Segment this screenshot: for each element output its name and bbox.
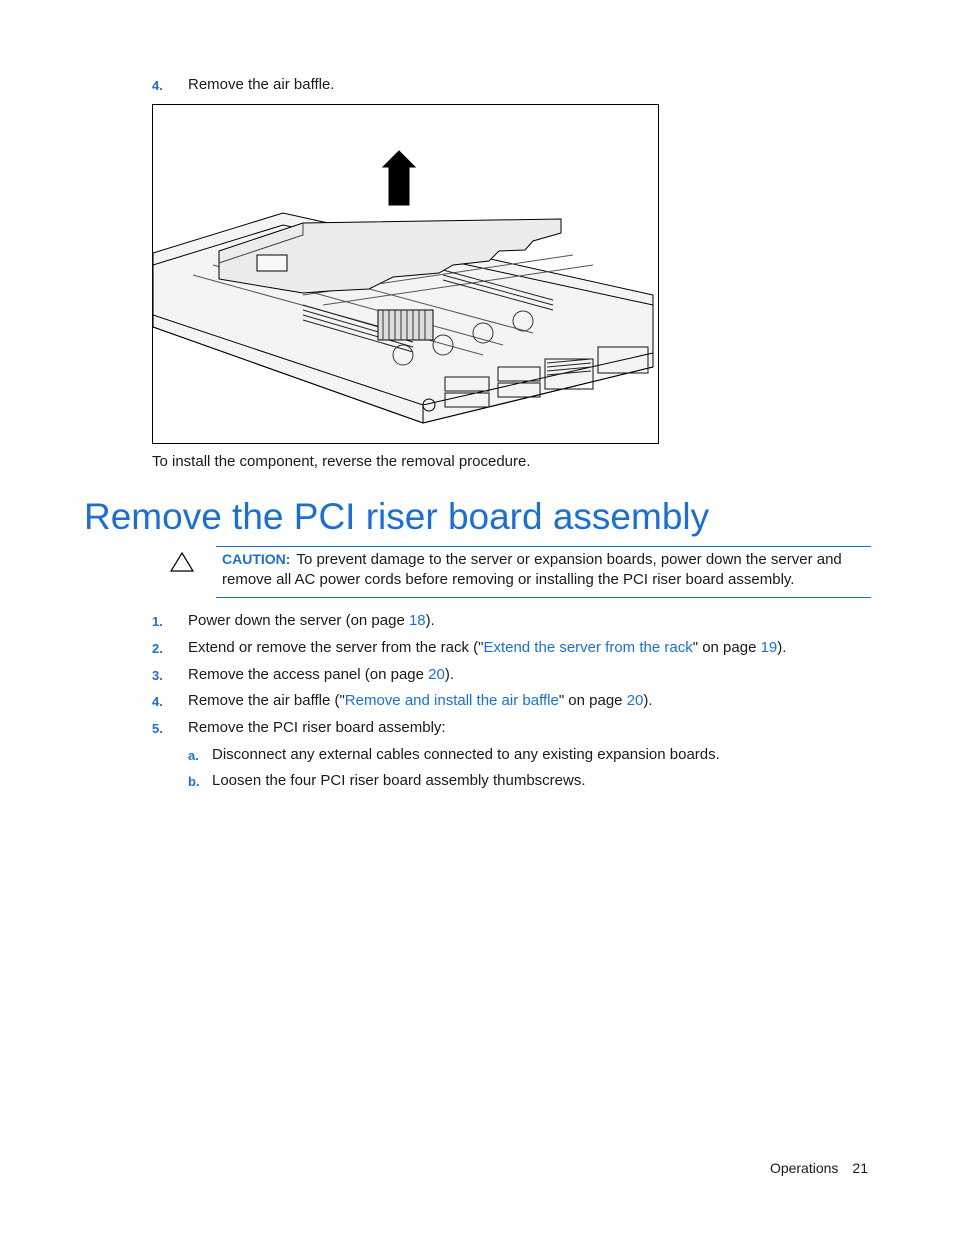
footer-section: Operations — [769, 1160, 839, 1176]
substep-text: Disconnect any external cables connected to any existing expansion boards. — [212, 746, 720, 763]
step-text: Remove the air baffle. — [188, 76, 335, 93]
section-title: Remove the PCI riser board assembly — [84, 496, 710, 537]
page-number: 21 — [852, 1160, 868, 1176]
page-link[interactable]: 18 — [408, 612, 426, 629]
step-number: 1. — [152, 614, 163, 629]
step-number: 5. — [152, 721, 163, 736]
page-link[interactable]: 19 — [760, 639, 778, 656]
reinstall-note: To install the component, reverse the removal procedure. — [152, 453, 531, 470]
air-baffle-removal-figure — [152, 104, 659, 444]
step-number: 4. — [152, 78, 163, 93]
cross-reference-link[interactable]: Extend the server from the rack — [483, 639, 693, 656]
step-text: Remove the air baffle ("Remove and install the air baffle" on page 20). — [188, 692, 653, 709]
substep-letter: b. — [188, 774, 200, 789]
step-number: 4. — [152, 694, 163, 709]
substep-letter: a. — [188, 748, 199, 763]
step-text: Remove the PCI riser board assembly: — [188, 719, 446, 736]
caution-label: CAUTION: — [222, 551, 291, 567]
caution-body: To prevent damage to the server or expansion boards, power down the server and remove all AC power cords before removing or installing the PCI riser board assembly. — [222, 551, 842, 588]
step-number: 3. — [152, 668, 163, 683]
caution-top-rule — [216, 546, 871, 547]
substep-text: Loosen the four PCI riser board assembly thumbscrews. — [212, 772, 586, 789]
page-link[interactable]: 20 — [428, 666, 445, 683]
step-text: Power down the server (on page 18). — [188, 612, 435, 629]
step-number: 2. — [152, 641, 163, 656]
step-text: Remove the access panel (on page 20). — [188, 666, 455, 683]
step-text: Extend or remove the server from the rack ("Extend the server from the rack" on page 19). — [188, 639, 787, 656]
caution-message — [222, 549, 867, 590]
cross-reference-link[interactable]: Remove and install the air baffle — [344, 692, 559, 709]
page-link[interactable]: 20 — [626, 692, 644, 709]
page-footer — [770, 1158, 868, 1178]
server-illustration — [153, 105, 658, 443]
caution-bottom-rule — [216, 597, 871, 598]
caution-triangle-icon — [170, 552, 194, 572]
